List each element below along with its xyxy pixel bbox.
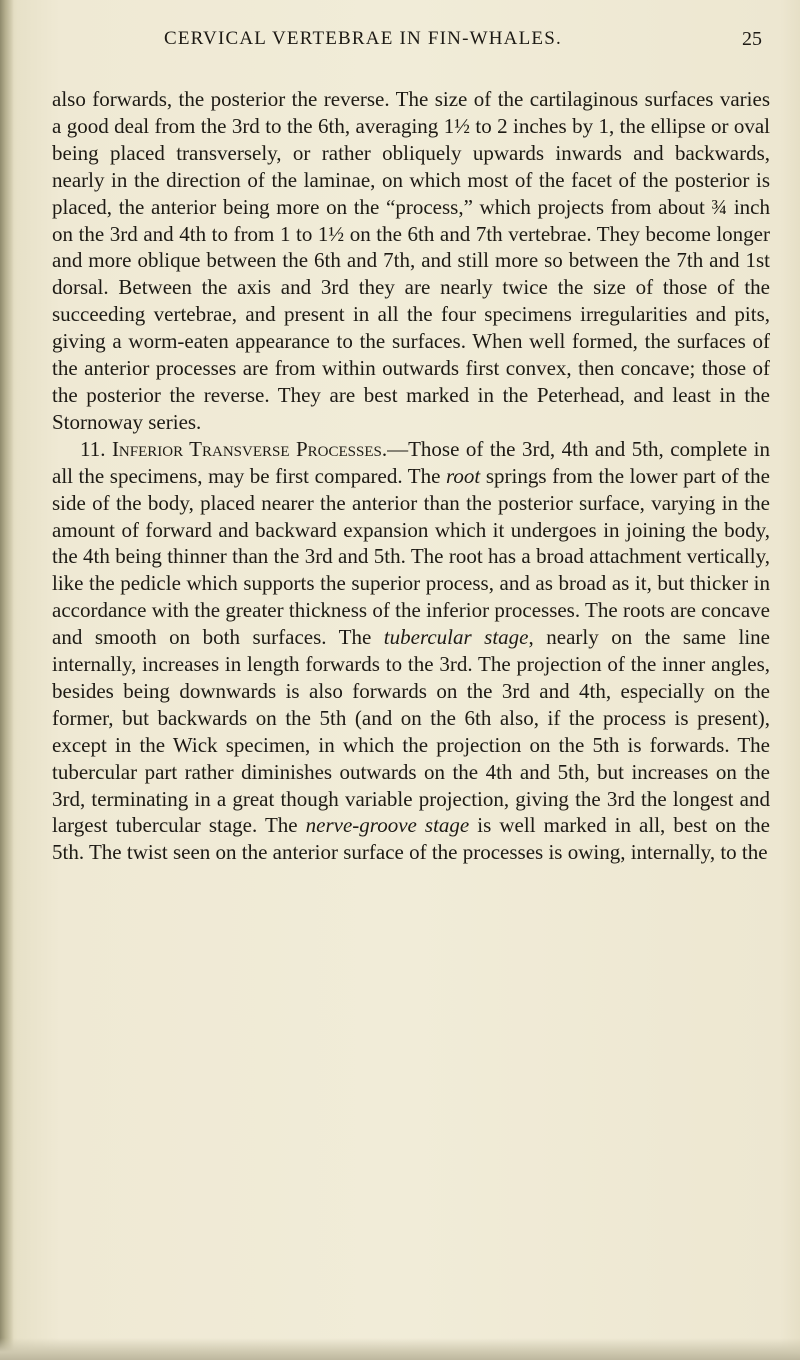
text-run: , nearly on the same line internally, increases in length forwards to the 3rd. The projection of the inner angles, besides being downwards is also forwards on the 3rd and 4th, especially on the former, but backwards on the 5th (and on the 6th also, if the process is present), except in the Wick specimen, in which the projection on the 5th is forwards. The tubercular part rather diminishes outwards on the 4th and 5th, but increases on the 3rd, terminating in a great though variable projection, giving the 3rd the longest and largest tubercular stage. The [52,625,770,838]
page-number: 25 [742,28,762,50]
page-bottom-edge [0,1338,800,1360]
paragraph-section-11 [52,436,770,867]
paragraph-continued: also forwards, the posterior the reverse. The size of the cartilaginous surfaces varies a good deal from the 3rd to the 6th, averaging 1½ to 2 inches by 1, the ellipse or oval being placed transversely, or rather obliquely upwards inwards and backwards, nearly in the direction of the laminae, on which most of the facet of the posterior is placed, the anterior being more on the “process,” which projects from about ¾ inch on the 3rd and 4th to from 1 to 1½ on the 6th and 7th vertebrae. They become longer and more oblique between the 6th and 7th, and still more so between the 7th and 1st dorsal. Between the axis and 3rd they are nearly twice the size of those of the succeeding vertebrae, and present in all the four specimens irregularities and pits, giving a worm-eaten appearance to the surfaces. When well formed, the surfaces of the anterior processes are from within outwards first convex, then concave; those of the posterior the reverse. They are best marked in the Peterhead, and least in the Stornoway series. [52,87,770,434]
heading-dash: — [387,436,409,461]
text-run: springs from the lower part of the side of the body, placed nearer the anterior than the posterior surface, varying in the amount of forward and backward expansion which it undergoes in joining the body, the 4th being thinner than the 3rd and 5th. The root has a broad attachment vertically, like the pedicle which supports the superior process, and as broad as it, but thicker in accordance with the greater thickness of the inferior processes. The roots are concave and smooth on both surfaces. The [52,463,770,650]
body-text [52,86,770,866]
section-number: 11. [80,436,106,461]
spine-shadow [0,0,14,1360]
italic-term-nerve-groove-stage: nerve-groove stage [305,813,470,838]
text-run: is well marked in all, best on the 5th. The twist seen on the anterior surface of the processes is owing, internally, to the [52,813,770,865]
page-header [52,28,768,56]
section-heading: Inferior Transverse Processes. [111,436,388,461]
italic-term-tubercular-stage: tubercular stage [383,625,529,650]
text-run: Those of the 3rd, 4th and 5th, complete in all the specimens, may be first compared. The [52,436,770,488]
italic-term-root: root [446,463,481,488]
running-title: CERVICAL VERTEBRAE IN FIN-WHALES. [164,28,562,49]
